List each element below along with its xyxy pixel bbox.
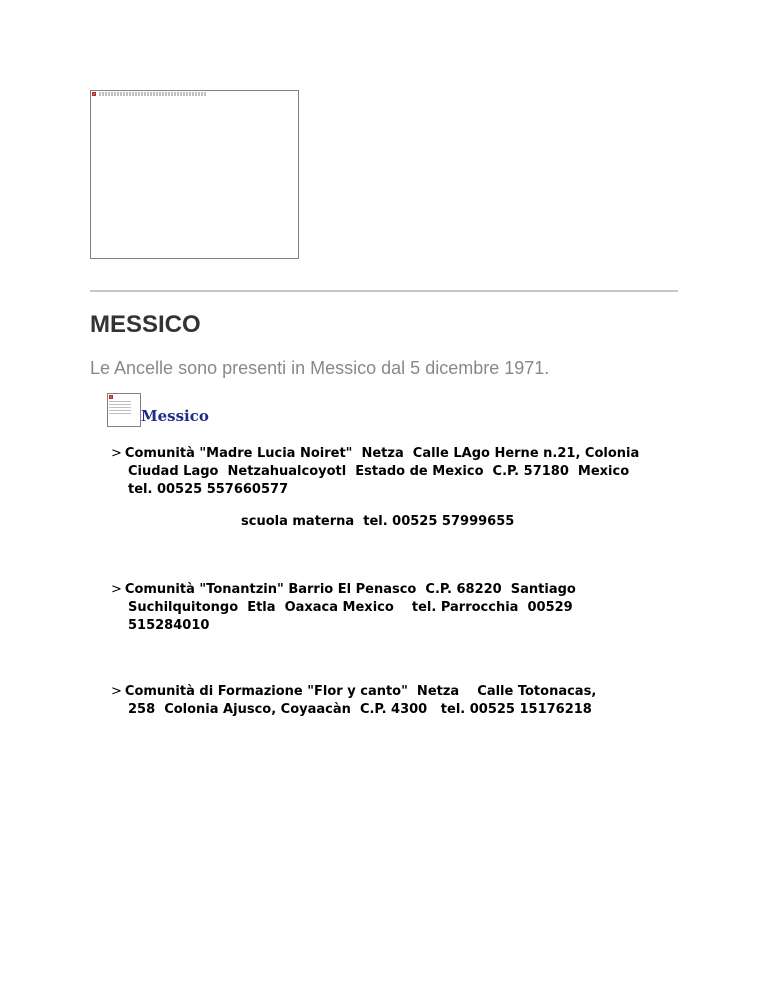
image-alt-text [109,401,131,415]
broken-image-placeholder [90,90,299,259]
entry-line [111,683,701,701]
broken-image-icon [109,395,113,399]
community-entry [111,581,701,635]
entry-line [111,581,701,599]
intro-text: Le Ancelle sono presenti in Messico dal 5 dicembre 1971. [90,358,550,378]
community-entry [111,683,701,719]
entry-line: Ciudad Lago Netzahualcoyotl Estado de Mexico C.P. 57180 Mexico [128,464,630,479]
bullet-marker: > [111,684,122,699]
bullet-marker: > [111,582,122,597]
entry-line: 258 Colonia Ajusco, Coyaacàn C.P. 4300 tel. 00525 15176218 [128,702,592,717]
bullet-marker: > [111,446,122,461]
entry-text: Comunità di Formazione "Flor y canto" Netza Calle Totonacas, [124,684,597,699]
community-entry [111,445,701,499]
country-label: Messico [141,407,209,425]
entry-text: Comunità "Madre Lucia Noiret" Netza Calle LAgo Herne n.21, Colonia [124,446,640,461]
broken-image-icon [92,92,96,96]
horizontal-rule [90,290,678,292]
flag-image-placeholder [107,393,141,427]
entry-line [111,445,701,463]
page-title: MESSICO [90,311,201,338]
entry-line: Suchilquitongo Etla Oaxaca Mexico tel. Parrocchia 00529 [128,600,573,615]
school-phone: scuola materna tel. 00525 57999655 [241,514,515,529]
entry-line: tel. 00525 557660577 [128,482,289,497]
entry-line: 515284010 [128,618,210,633]
entry-text: Comunità "Tonantzin" Barrio El Penasco C.P. 68220 Santiago [124,582,576,597]
image-alt-text [99,92,207,96]
